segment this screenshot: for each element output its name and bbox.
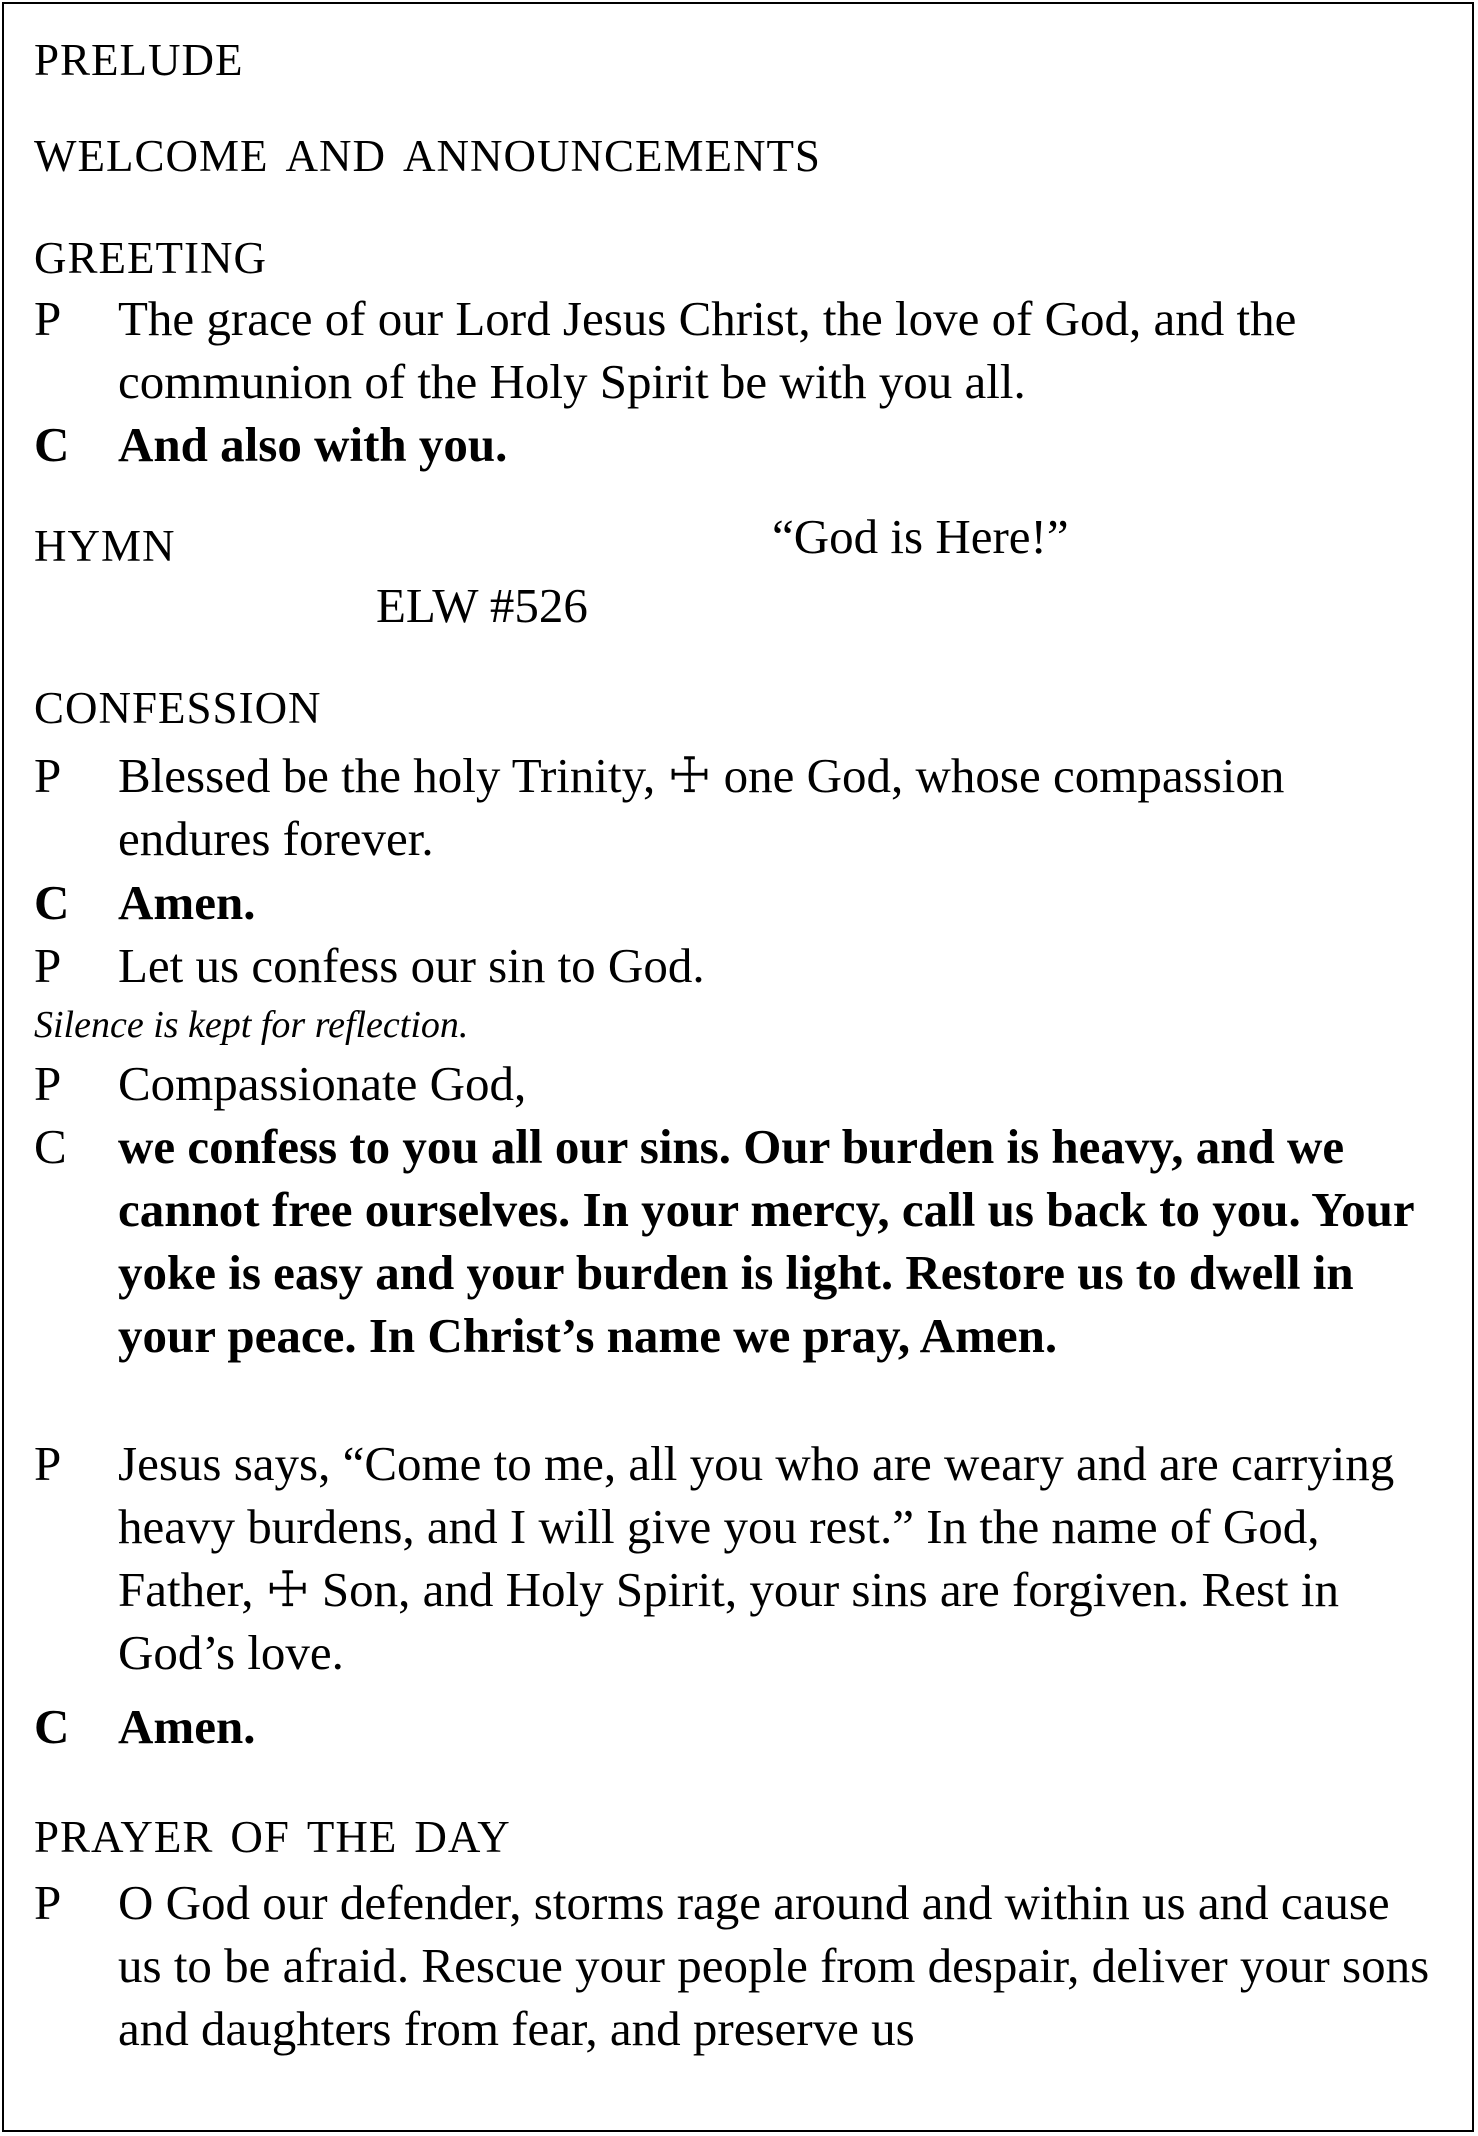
confession-invitation: Let us confess our sin to God. (118, 938, 705, 993)
confession-pastor-line-2 (34, 934, 1444, 997)
absolution-pastor-line (34, 1432, 1444, 1684)
confession-address: Compassionate God, (118, 1056, 527, 1111)
prayer-text: O God our defender, storms rage around and within us and cause us to be afraid. Rescue your people from despair, deliver your sons and daughters from fear, and preserve us (118, 1875, 1430, 2056)
heading-prelude: prelude (34, 18, 244, 89)
confession-pastor-line-1 (34, 744, 1444, 870)
greeting-congregation-line (34, 413, 1444, 476)
cross-icon: ☩ (667, 748, 712, 803)
confession-congregation-prayer (34, 1115, 1444, 1367)
prayer-pastor-line (34, 1871, 1444, 2060)
confession-amen: Amen. (118, 875, 256, 930)
heading-welcome-announcements: welcome and announcements (34, 114, 821, 185)
heading-hymn: hymn (34, 504, 176, 575)
speaker-label: C (34, 1119, 67, 1174)
speaker-label: C (34, 1699, 70, 1754)
heading-greeting: greeting (34, 216, 267, 287)
speaker-label: C (34, 417, 70, 472)
greeting-congregation-text: And also with you. (118, 417, 508, 472)
speaker-label: P (34, 938, 62, 993)
confession-congregation-line-1 (34, 871, 1444, 934)
speaker-label: C (34, 875, 70, 930)
hymn-title: “God is Here!” (772, 509, 1069, 564)
speaker-label: P (34, 1875, 62, 1930)
absolution-congregation-line (34, 1695, 1444, 1758)
rubric-silence: Silence is kept for reflection. (34, 1004, 469, 1046)
heading-confession: confession (34, 666, 322, 737)
absolution-amen: Amen. (118, 1699, 256, 1754)
cross-icon: ☩ (265, 1562, 310, 1617)
confession-pastor-line-3 (34, 1052, 1444, 1115)
absolution-text-a: Jesus says, “Come to me, all you who are weary and are carrying heavy burdens, and I will give you rest.” In the name of God, Father, (118, 1436, 1395, 1617)
speaker-label: P (34, 1056, 62, 1111)
absolution-text-b: Son, and Holy Spirit, your sins are forgiven. Rest in God’s love. (118, 1562, 1340, 1680)
speaker-label: P (34, 1436, 62, 1491)
confession-text-a: Blessed be the holy Trinity, (118, 748, 656, 803)
hymn-number: ELW #526 (376, 578, 588, 633)
speaker-label: P (34, 748, 62, 803)
greeting-pastor-text: The grace of our Lord Jesus Christ, the love of God, and the communion of the Holy Spirit be with you all. (118, 291, 1297, 409)
confession-prayer-text: we confess to you all our sins. Our burden is heavy, and we cannot free ourselves. In your mercy, call us back to you. Your yoke is easy and your burden is light. Restore us to dwell in your peace. In Christ’s name we pray, Amen. (118, 1119, 1414, 1363)
heading-prayer-of-the-day: prayer of the day (34, 1795, 511, 1866)
confession-text-b: one God, whose compassion endures forever. (118, 748, 1285, 866)
speaker-label: P (34, 291, 62, 346)
greeting-pastor-line (34, 287, 1444, 413)
